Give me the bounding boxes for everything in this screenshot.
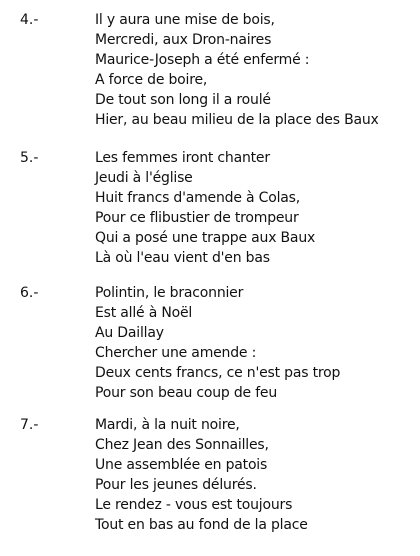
verse-line: Est allé à Noël xyxy=(95,305,193,321)
stanza-number: 4.- xyxy=(20,12,39,28)
verse-line: Deux cents francs, ce n'est pas trop xyxy=(95,365,341,381)
verse-line: Hier, au beau milieu de la place des Baux xyxy=(95,112,379,128)
verse-line: Les femmes iront chanter xyxy=(95,150,270,166)
stanza-lines xyxy=(95,283,415,403)
verse-line: Tout en bas au fond de la place xyxy=(95,517,308,533)
verse-line: Qui a posé une trappe aux Baux xyxy=(95,230,316,246)
stanza-lines xyxy=(95,415,415,535)
verse-line: Jeudi à l'église xyxy=(95,170,193,186)
verse-line: Le rendez - vous est toujours xyxy=(95,497,293,513)
verse-line: Pour ce flibustier de trompeur xyxy=(95,210,299,226)
verse-line: Polintin, le braconnier xyxy=(95,285,244,301)
stanza-lines xyxy=(95,10,415,130)
verse-line: Là où l'eau vient d'en bas xyxy=(95,250,270,266)
verse-line: Pour son beau coup de feu xyxy=(95,385,278,401)
verse-line: Huit francs d'amende à Colas, xyxy=(95,190,300,206)
verse-line: De tout son long il a roulé xyxy=(95,92,271,108)
verse-line: Une assemblée en patois xyxy=(95,457,268,473)
verse-line: Chez Jean des Sonnailles, xyxy=(95,437,269,453)
verse-line: Pour les jeunes délurés. xyxy=(95,477,257,493)
verse-line: Il y aura une mise de bois, xyxy=(95,12,275,28)
verse-line: Mardi, à la nuit noire, xyxy=(95,417,240,433)
verse-line: A force de boire, xyxy=(95,72,208,88)
verse-line: Mercredi, aux Dron-naires xyxy=(95,32,272,48)
stanza-lines xyxy=(95,148,415,268)
verse-line: Au Daillay xyxy=(95,325,164,341)
stanza-number: 5.- xyxy=(20,150,39,166)
verse-line: Maurice-Joseph a été enfermé : xyxy=(95,52,310,68)
stanza-number: 6.- xyxy=(20,285,39,301)
stanza-number: 7.- xyxy=(20,417,39,433)
verse-line: Chercher une amende : xyxy=(95,345,257,361)
